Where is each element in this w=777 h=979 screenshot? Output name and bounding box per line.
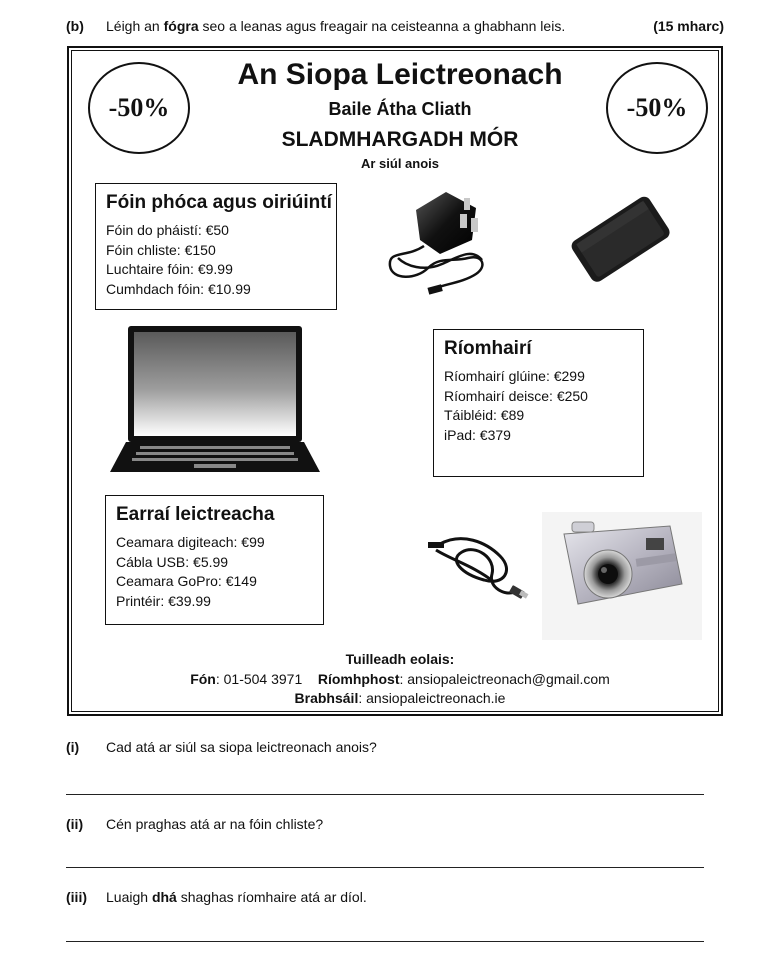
part-label: (b)	[66, 18, 84, 34]
smartphone-image	[560, 192, 680, 292]
answer-line-1[interactable]	[66, 794, 704, 795]
question-2	[66, 816, 706, 836]
price-item: Ríomhairí glúine: €299	[444, 368, 585, 384]
laptop-image	[108, 322, 322, 474]
section-title: Fóin phóca agus oiriúintí	[106, 192, 332, 213]
question-number: (iii)	[66, 889, 87, 905]
sale-on-now: Ar siúl anois	[360, 156, 440, 171]
price-item: Ceamara GoPro: €149	[116, 573, 257, 589]
section-title: Ríomhairí	[444, 338, 532, 359]
question-text: Cén praghas atá ar na fóin chliste?	[106, 816, 324, 832]
price-item: Luchtaire fóin: €9.99	[106, 261, 233, 277]
sale-title: SLADMHARGADH MÓR	[281, 128, 519, 151]
shop-city: Baile Átha Cliath	[328, 99, 472, 119]
price-item: Ríomhairí deisce: €250	[444, 387, 588, 404]
question-number: (ii)	[66, 816, 84, 832]
digital-camera-image	[542, 512, 702, 640]
price-item: Cábla USB: €5.99	[116, 553, 229, 570]
instruction-text: Léigh an fógra seo a leanas agus freagair na ceisteanna a ghabhann leis.	[106, 18, 566, 34]
discount-badge-left: -50%	[88, 62, 190, 154]
section-electrical	[105, 495, 324, 625]
price-item: Printéir: €39.99	[116, 592, 211, 609]
question-3	[66, 889, 706, 909]
phone-charger-image	[376, 188, 516, 308]
email-label: Ríomhphost	[317, 671, 400, 687]
web-address: ansiopaleictreonach.ie	[366, 690, 506, 706]
section-phones	[95, 183, 337, 310]
price-item: Cumhdach fóin: €10.99	[106, 280, 251, 297]
question-text: Luaigh dhá shaghas ríomhaire atá ar díol.	[106, 889, 367, 905]
section-computers	[433, 329, 644, 477]
question-header	[66, 18, 726, 38]
marks-label: (15 mharc)	[653, 18, 724, 34]
price-item: Fóin do pháistí: €50	[106, 222, 229, 238]
web-label: Brabhsáil	[294, 690, 359, 706]
email-address: ansiopaleictreonach@gmail.com	[407, 671, 610, 687]
web-line: Brabhsáil: ansiopaleictreonach.ie	[294, 690, 506, 706]
contact-line: Fón: 01-504 3971 Ríomhphost: ansiopaleictreonach@gmail.com	[190, 671, 610, 687]
discount-badge-right: -50%	[606, 62, 708, 154]
phone-number: 01-504 3971	[223, 671, 303, 687]
answer-line-2[interactable]	[66, 867, 704, 868]
price-item: Ceamara digiteach: €99	[116, 534, 265, 550]
price-item: Táibléid: €89	[444, 407, 525, 423]
question-1	[66, 739, 706, 759]
price-item: Fóin chliste: €150	[106, 241, 216, 258]
info-heading: Tuilleadh eolais:	[345, 651, 455, 667]
shop-name: An Siopa Leictreonach	[237, 58, 563, 91]
phone-label: Fón	[190, 671, 216, 687]
usb-cable-image	[422, 530, 534, 610]
question-number: (i)	[66, 739, 80, 755]
question-text: Cad atá ar siúl sa siopa leictreonach anois?	[106, 739, 377, 755]
answer-line-3[interactable]	[66, 941, 704, 942]
section-title: Earraí leictreacha	[116, 504, 275, 525]
price-item: iPad: €379	[444, 426, 511, 443]
